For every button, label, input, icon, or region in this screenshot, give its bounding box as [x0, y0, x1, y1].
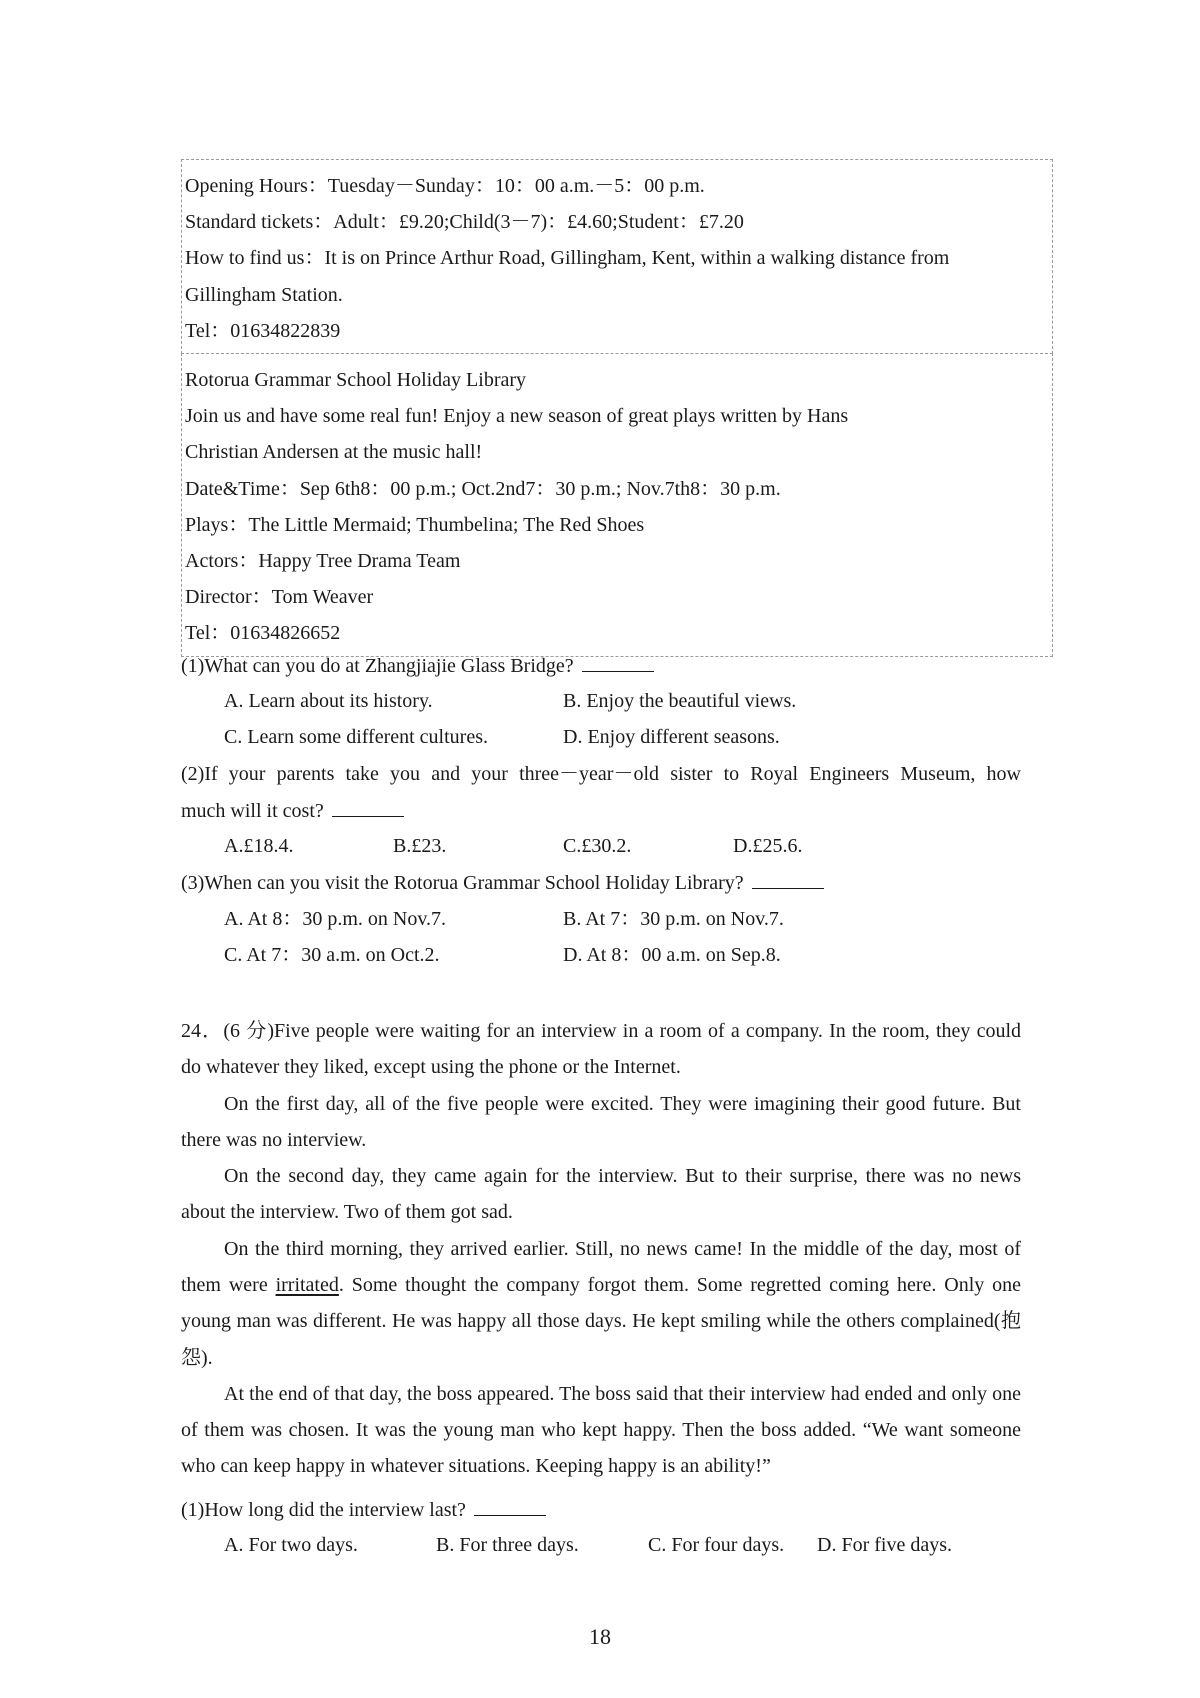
q23-3-option-c: C. At 7：30 a.m. on Oct.2.	[224, 944, 440, 966]
q23-3-question-text: (3)When can you visit the Rotorua Grammar School Holiday Library?	[181, 872, 744, 894]
q23-2-option-c: C.£30.2.	[563, 835, 632, 857]
library-intro-line2: Christian Andersen at the music hall!	[185, 441, 483, 464]
q24-paragraph-2: On the second day, they came again for the interview. But to their surprise, there was no news about the interview. Two of them got sad.	[181, 1165, 1021, 1224]
q24-p3-before: On the third morning, they arrived earlier. Still, no news came! In the middle of the day, most of them were	[181, 1238, 1021, 1297]
library-title: Rotorua Grammar School Holiday Library	[185, 369, 527, 392]
q24-1-question-text: (1)How long did the interview last?	[181, 1499, 466, 1521]
q24-1-option-c: C. For four days.	[648, 1534, 785, 1556]
library-date-time: Date&Time：Sep 6th8：00 p.m.; Oct.2nd7：30 p.m.; Nov.7th8：30 p.m.	[185, 477, 781, 500]
q24-paragraph-4: At the end of that day, the boss appeared. The boss said that their interview had ended and only one of them was chosen. It was the young man who kept happy. Then the boss added. “We want someone who can keep happy in whatever situations. Keeping happy is an ability!”	[181, 1383, 1021, 1478]
library-intro-line1: Join us and have some real fun! Enjoy a new season of great plays written by Hans	[185, 405, 849, 428]
q23-1-option-d: D. Enjoy different seasons.	[563, 726, 780, 748]
q23-3-question	[181, 870, 824, 895]
q24-p3-after: . Some thought the company forgot them. Some regretted coming here. Only one young man was different. He was happy all those days. He kept smiling while the others complained(抱怨).	[181, 1274, 1021, 1369]
q23-1-question-text: (1)What can you do at Zhangjiajie Glass Bridge?	[181, 655, 574, 677]
q23-2-option-a: A.£18.4.	[224, 835, 294, 857]
museum-opening-hours: Opening Hours：Tuesday－Sunday：10：00 a.m.－5：00 p.m.	[185, 175, 705, 197]
library-tel: Tel：01634826652	[185, 622, 341, 645]
answer-blank	[332, 798, 404, 817]
q23-2-question-text: (2)If your parents take you and your three－year－old sister to Royal Engineers Museum, how	[181, 763, 1021, 785]
library-plays: Plays：The Little Mermaid; Thumbelina; The Red Shoes	[185, 513, 645, 536]
library-info-box	[181, 353, 1053, 657]
q23-1-question	[181, 653, 654, 678]
q23-2-question-line1	[181, 762, 1021, 786]
q23-2-question-line2	[181, 798, 404, 823]
museum-directions-line1: How to find us：It is on Prince Arthur Road, Gillingham, Kent, within a walking distance from	[185, 247, 950, 270]
q24-1-option-d: D. For five days.	[817, 1534, 952, 1556]
q23-1-option-b: B. Enjoy the beautiful views.	[563, 690, 797, 712]
q23-3-option-d: D. At 8：00 a.m. on Sep.8.	[563, 944, 781, 966]
info-tables	[181, 159, 1053, 657]
q23-2-question-text-2: much will it cost?	[181, 800, 324, 822]
q23-3-option-a: A. At 8：30 p.m. on Nov.7.	[224, 908, 447, 930]
q23-1-option-c: C. Learn some different cultures.	[224, 726, 488, 748]
museum-tickets: Standard tickets：Adult：£9.20;Child(3－7)：£4.60;Student：£7.20	[185, 211, 744, 234]
q23-3-option-b: B. At 7：30 p.m. on Nov.7.	[563, 908, 784, 930]
answer-blank	[474, 1497, 546, 1516]
library-director: Director：Tom Weaver	[185, 586, 374, 609]
q23-2-option-d: D.£25.6.	[733, 835, 803, 857]
q24-1-question	[181, 1497, 546, 1522]
museum-info-box	[181, 159, 1053, 354]
q24-intro: 24．(6 分)Five people were waiting for an interview in a room of a company. In the room, they could do whatever they liked, except using the phone or the Internet.	[181, 1020, 1021, 1079]
answer-blank	[752, 870, 824, 889]
q24-paragraph-3	[181, 1231, 1021, 1376]
q23-1-option-a: A. Learn about its history.	[224, 690, 433, 712]
q24-1-option-b: B. For three days.	[436, 1534, 579, 1556]
q24-p3-underlined-word: irritated	[275, 1274, 339, 1297]
museum-tel: Tel：01634822839	[185, 319, 341, 342]
q23-2-option-b: B.£23.	[393, 835, 447, 857]
page-number: 18	[589, 1624, 611, 1649]
answer-blank	[582, 653, 654, 672]
q24-1-option-a: A. For two days.	[224, 1534, 358, 1556]
q24-paragraph-1: On the first day, all of the five people were excited. They were imagining their good future. But there was no interview.	[181, 1093, 1021, 1152]
library-actors: Actors：Happy Tree Drama Team	[185, 550, 461, 573]
museum-directions-line2: Gillingham Station.	[185, 283, 343, 306]
